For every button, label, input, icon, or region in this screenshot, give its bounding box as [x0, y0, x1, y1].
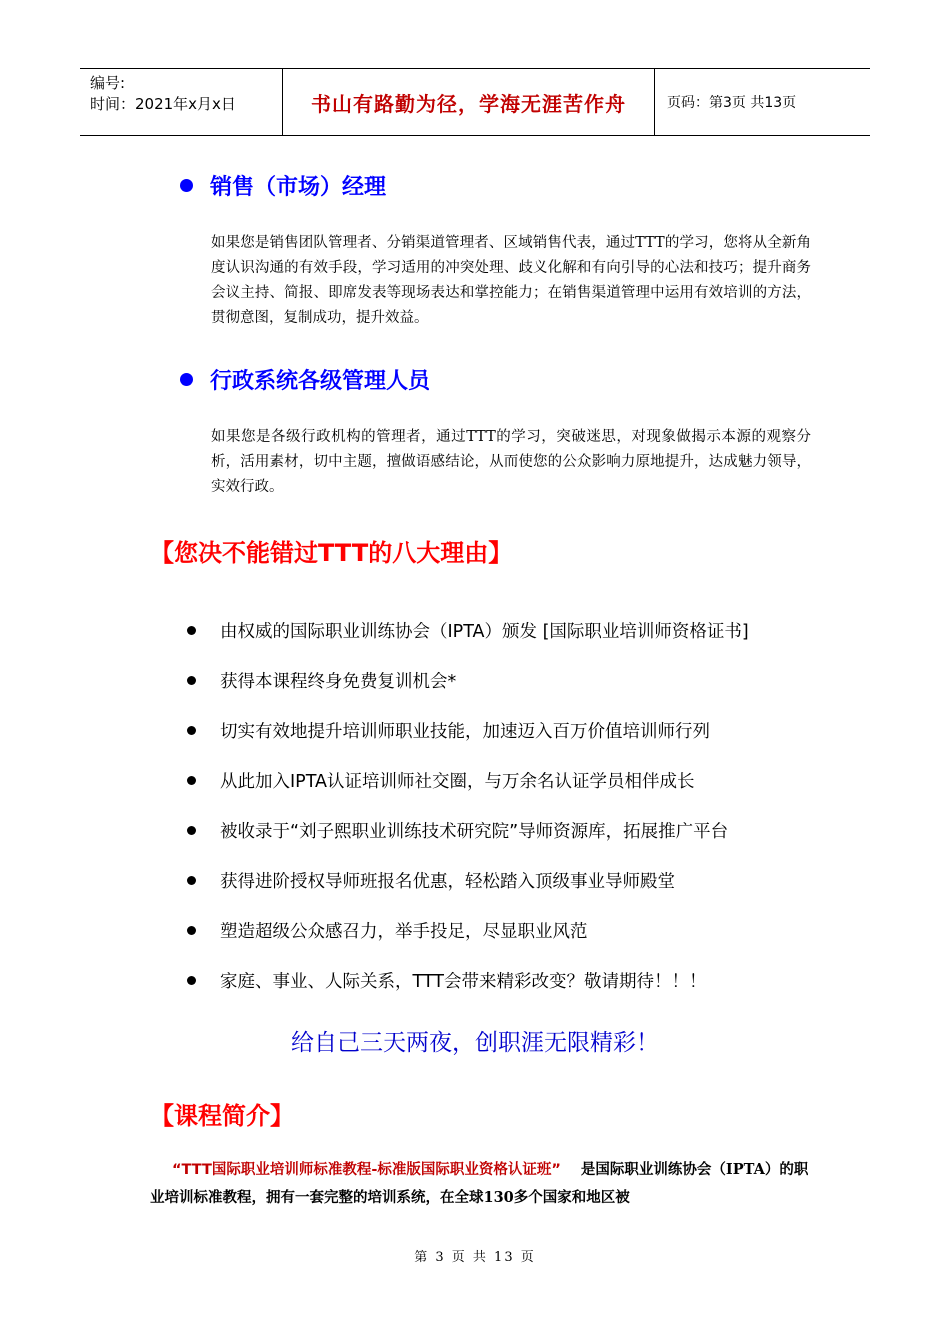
reasons-list — [187, 605, 827, 1005]
bullet-icon — [187, 726, 196, 735]
bullet-icon — [187, 626, 196, 635]
audience-text-sales: 如果您是销售团队管理者、分销渠道管理者、区域销售代表，通过TTT的学习，您将从全新角度认识沟通的有效手段，学习适用的冲突处理、歧义化解和有向引导的心法和技巧；提升商务会议主持、简报、即席发表等现场表达和掌控能力；在销售渠道管理中运用有效培训的方法，贯彻意图，复制成功，提升效益。 — [211, 235, 811, 326]
list-item — [187, 755, 827, 805]
header-page-info: 页码：第3页 共13页 — [667, 95, 797, 111]
bullet-icon — [180, 179, 193, 192]
audience-text-admin: 如果您是各级行政机构的管理者，通过TTT的学习，突破迷思，对现象做揭示本源的观察分析，活用素材，切中主题，擅做语感结论，从而使您的公众影响力原地提升，达成魅力领导，实效行政。 — [211, 429, 811, 495]
header-time-label: 时间：2021年x月x日 — [90, 95, 236, 113]
bullet-icon — [187, 976, 196, 985]
header-motto: 书山有路勤为径，学海无涯苦作舟 — [283, 69, 655, 135]
page-header — [80, 68, 870, 136]
intro-quote: “TTT国际职业培训师标准教程-标准版国际职业资格认证班” — [172, 1162, 561, 1178]
reason-text: 家庭、事业、人际关系，TTT会带来精彩改变？敬请期待！！！ — [220, 971, 707, 992]
reason-text: 塑造超级公众感召力，举手投足，尽显职业风范 — [220, 921, 588, 942]
bullet-icon — [187, 926, 196, 935]
slogan: 给自己三天两夜，创职涯无限精彩！ — [291, 1030, 659, 1056]
list-item — [187, 605, 827, 655]
bullet-icon — [187, 676, 196, 685]
list-item — [187, 655, 827, 705]
header-meta — [80, 69, 283, 135]
bullet-icon — [187, 826, 196, 835]
reasons-title: 【您决不能错过TTT的八大理由】 — [150, 539, 513, 567]
audience-title: 行政系统各级管理人员 — [210, 369, 431, 394]
audience-heading-sales — [180, 170, 386, 201]
header-number-label: 编号: — [90, 74, 126, 92]
reason-text: 从此加入IPTA认证培训师社交圈，与万余名认证学员相伴成长 — [220, 771, 695, 792]
reason-text: 被收录于“刘子熙职业训练技术研究院”导师资源库，拓展推广平台 — [220, 821, 729, 842]
reason-text: 获得进阶授权导师班报名优惠，轻松踏入顶级事业导师殿堂 — [220, 871, 675, 892]
audience-title: 销售（市场）经理 — [210, 175, 387, 200]
list-item — [187, 855, 827, 905]
list-item — [187, 805, 827, 855]
bullet-icon — [180, 373, 193, 386]
intro-text: 是国际职业训练协会（IPTA）的职业培训标准教程，拥有一套完整的培训系统，在全球130多个国家和地区被 — [150, 1161, 809, 1206]
list-item — [187, 905, 827, 955]
intro-paragraph — [150, 1156, 810, 1212]
bullet-icon — [187, 776, 196, 785]
list-item — [187, 705, 827, 755]
reason-text: 切实有效地提升培训师职业技能，加速迈入百万价值培训师行列 — [220, 721, 710, 742]
reason-text: 由权威的国际职业训练协会（IPTA）颁发 [国际职业培训师资格证书] — [220, 621, 749, 642]
bullet-icon — [187, 876, 196, 885]
intro-title: 【课程简介】 — [150, 1102, 294, 1130]
page-footer: 第 3 页 共 13 页 — [414, 1250, 536, 1265]
audience-heading-admin — [180, 364, 430, 395]
reason-text: 获得本课程终身免费复训机会* — [220, 671, 457, 692]
list-item — [187, 955, 827, 1005]
